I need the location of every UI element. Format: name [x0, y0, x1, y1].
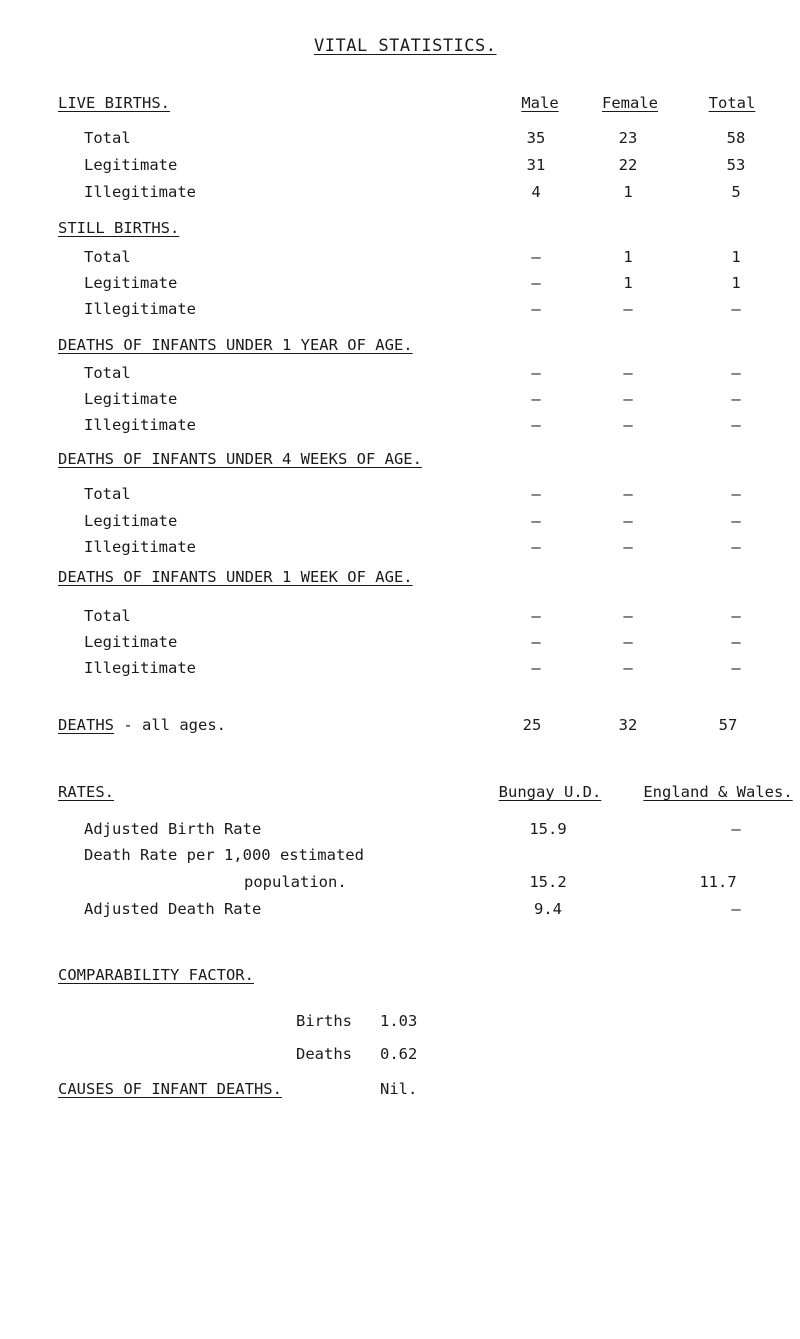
total-value: – — [731, 485, 741, 503]
male-value: – — [531, 659, 541, 677]
female-value: 1 — [623, 183, 633, 201]
rate-label: Death Rate per 1,000 estimated — [84, 846, 364, 864]
female-value: – — [623, 390, 633, 408]
male-value: – — [531, 485, 541, 503]
total-value: – — [731, 512, 741, 530]
total-value: – — [731, 538, 741, 556]
comparability-heading: COMPARABILITY FACTOR. — [58, 966, 254, 984]
infant-deaths-1-week-heading: DEATHS OF INFANTS UNDER 1 WEEK OF AGE. — [58, 568, 413, 586]
row-label: Total — [84, 607, 131, 625]
female-value: – — [623, 512, 633, 530]
local-value: 9.4 — [534, 900, 562, 918]
female-value: 23 — [618, 129, 638, 147]
row-label: Illegitimate — [84, 183, 196, 201]
rate-label: Adjusted Death Rate — [84, 900, 262, 918]
total-value: – — [731, 633, 741, 651]
male-value: – — [531, 300, 541, 318]
national-value: 11.7 — [699, 873, 737, 891]
total-value: 1 — [731, 248, 741, 266]
total-value: – — [731, 607, 741, 625]
national-value: – — [731, 820, 741, 838]
column-header-female: Female — [602, 94, 658, 112]
local-value: 15.2 — [529, 873, 567, 891]
row-label: Illegitimate — [84, 416, 196, 434]
column-header-local: Bungay U.D. — [498, 783, 602, 801]
live-births-heading: LIVE BIRTHS. — [58, 94, 170, 112]
total-value: – — [731, 364, 741, 382]
row-label: Legitimate — [84, 274, 178, 292]
row-label: Legitimate — [84, 390, 178, 408]
page-title: VITAL STATISTICS. — [314, 36, 497, 56]
total-value: 58 — [726, 129, 746, 147]
male-value: – — [531, 416, 541, 434]
rates-heading: RATES. — [58, 783, 114, 801]
male-value: 35 — [526, 129, 546, 147]
male-value: 31 — [526, 156, 546, 174]
female-value: – — [623, 364, 633, 382]
row-label: Total — [84, 129, 131, 147]
infant-causes-heading: CAUSES OF INFANT DEATHS. — [58, 1080, 282, 1098]
row-label: Illegitimate — [84, 538, 196, 556]
row-label: Total — [84, 364, 131, 382]
factor-value: 0.62 — [380, 1045, 418, 1063]
female-value: – — [623, 607, 633, 625]
male-value: 25 — [522, 716, 542, 734]
male-value: – — [531, 512, 541, 530]
female-value: 32 — [618, 716, 638, 734]
deaths-all-ages-label — [58, 716, 226, 734]
row-label: Legitimate — [84, 633, 178, 651]
deaths-heading: DEATHS — [58, 716, 114, 734]
local-value: 15.9 — [529, 820, 567, 838]
male-value: – — [531, 607, 541, 625]
column-header-total: Total — [708, 94, 756, 112]
male-value: – — [531, 248, 541, 266]
female-value: – — [623, 416, 633, 434]
male-value: – — [531, 390, 541, 408]
female-value: – — [623, 633, 633, 651]
national-value: – — [731, 900, 741, 918]
total-value: 5 — [731, 183, 741, 201]
row-label: Legitimate — [84, 156, 178, 174]
factor-label: Births — [296, 1012, 352, 1030]
male-value: – — [531, 274, 541, 292]
infant-deaths-1-year-heading: DEATHS OF INFANTS UNDER 1 YEAR OF AGE. — [58, 336, 413, 354]
male-value: – — [531, 633, 541, 651]
male-value: – — [531, 364, 541, 382]
female-value: 1 — [623, 274, 633, 292]
row-label: Legitimate — [84, 512, 178, 530]
female-value: – — [623, 485, 633, 503]
total-value: – — [731, 416, 741, 434]
row-label: Total — [84, 248, 131, 266]
rate-label: Adjusted Birth Rate — [84, 820, 262, 838]
total-value: – — [731, 300, 741, 318]
factor-label: Deaths — [296, 1045, 352, 1063]
total-value: – — [731, 659, 741, 677]
total-value: – — [731, 390, 741, 408]
row-label: Illegitimate — [84, 300, 196, 318]
male-value: 4 — [531, 183, 541, 201]
female-value: – — [623, 659, 633, 677]
total-value: 53 — [726, 156, 746, 174]
female-value: – — [623, 538, 633, 556]
infant-causes-value: Nil. — [380, 1080, 418, 1098]
total-value: 57 — [718, 716, 738, 734]
total-value: 1 — [731, 274, 741, 292]
rate-label-continued: population. — [244, 873, 347, 891]
female-value: 22 — [618, 156, 638, 174]
infant-deaths-4-weeks-heading: DEATHS OF INFANTS UNDER 4 WEEKS OF AGE. — [58, 450, 422, 468]
female-value: 1 — [623, 248, 633, 266]
column-header-national: England & Wales. — [643, 783, 793, 801]
column-header-male: Male — [521, 94, 559, 112]
male-value: – — [531, 538, 541, 556]
still-births-heading: STILL BIRTHS. — [58, 219, 180, 237]
female-value: – — [623, 300, 633, 318]
row-label: Illegitimate — [84, 659, 196, 677]
deaths-suffix: - all ages. — [114, 716, 226, 734]
factor-value: 1.03 — [380, 1012, 418, 1030]
row-label: Total — [84, 485, 131, 503]
